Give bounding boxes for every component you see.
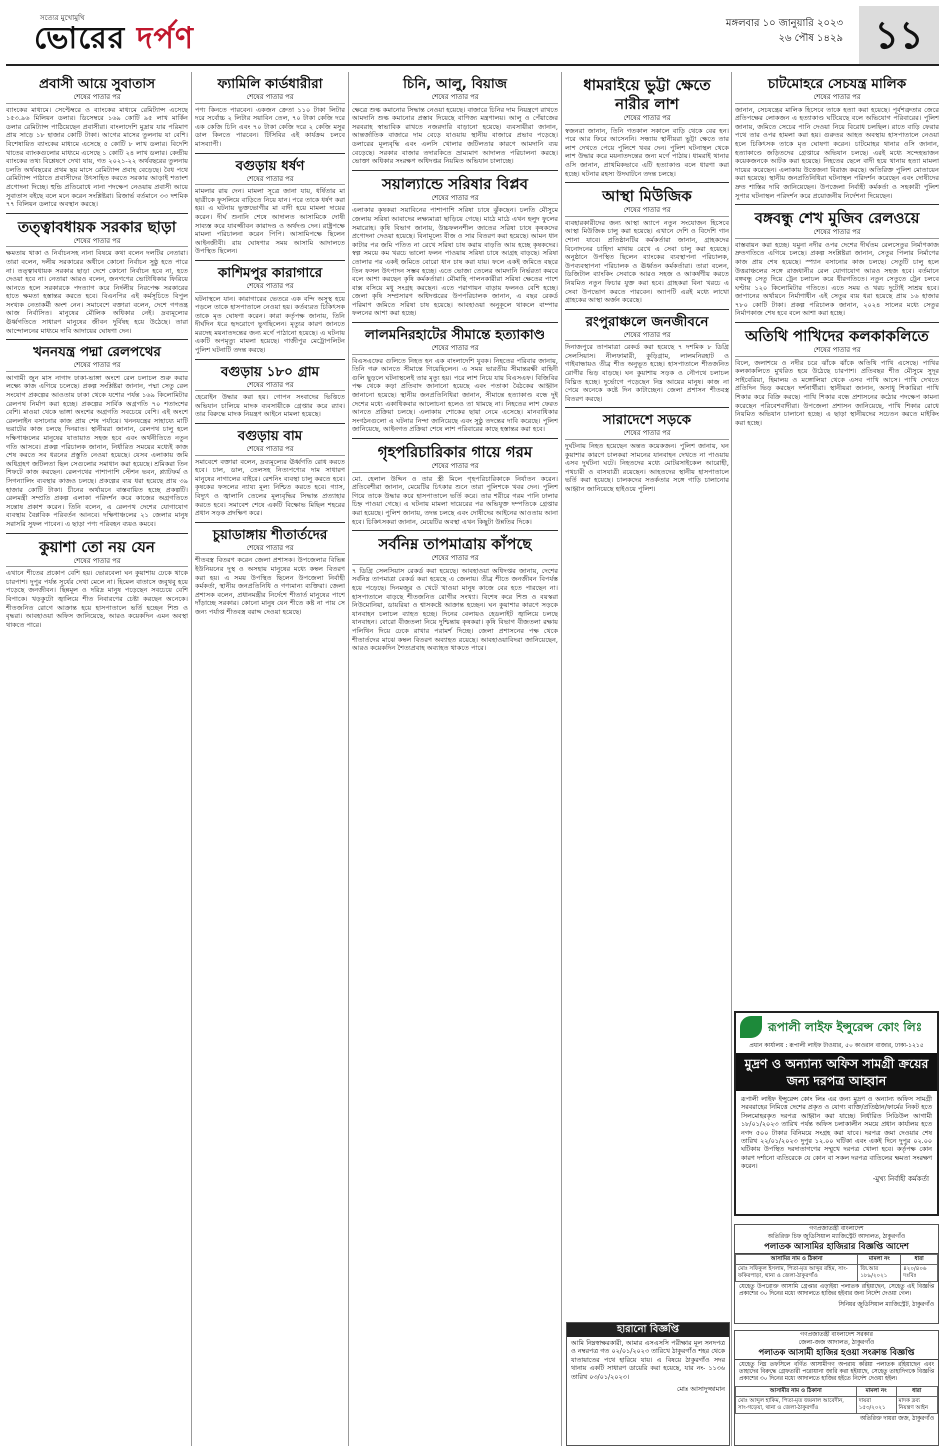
article-divider: [6, 339, 188, 340]
column-1: [6, 72, 188, 1446]
logo-part1: ভোরের: [34, 21, 126, 56]
article-divider: [565, 407, 729, 408]
continuation-note: শেষের পাতার পর: [352, 194, 558, 205]
date-bengali: ২৬ পৌষ ১৪২৯: [778, 33, 843, 44]
continuation-note: শেষের পাতার পর: [195, 445, 345, 456]
notice-table: [735, 1254, 938, 1282]
column-2: [195, 72, 345, 1446]
article-body: বিলে, জলাশয়ে ও নদীর চরে ঝাঁকে ঝাঁকে অতিথি পাখি এসেছে। পাখির কলকাকলিতে মুখরিত হয়ে উঠেছে চারপাশ। প্রতিবছর শীত মৌসুমে সুদূর সাইবেরিয়া, হিমালয় ও মঙ্গোলিয়া থেকে এসব পাখি আসে। পাখি দেখতে প্রতিদিন ভিড় করছেন দর্শনার্থীরা। স্থানীয়রা জানান, অসাধু শিকারিরা পাখি শিকার করে বিক্রি করছে। পাখি শিকার বন্ধে প্রশাসনের কঠোর পদক্ষেপ কামনা করেছেন পরিবেশবাদীরা। উপজেলা প্রশাসন জানিয়েছে, পাখি শিকার রোধে নিয়মিত অভিযান চালানো হচ্ছে। এ ছাড়া স্থানীয়দের সচেতন করতে মাইকিং করা হচ্ছে।: [735, 358, 939, 427]
continuation-note: শেষের পাতার পর: [565, 206, 729, 217]
lost-notice: [566, 1322, 730, 1446]
notice-col-header: আসামির নাম ও ঠিকানা: [736, 1255, 858, 1265]
column-divider: [561, 72, 562, 1446]
column-5: [735, 72, 939, 1004]
article-divider: [6, 213, 188, 214]
continuation-note: শেষের পাতার পর: [565, 331, 729, 342]
article-body: দিনাজপুরে তাপমাত্রা রেকর্ড করা হয়েছে ৭ দশমিক ৮ ডিগ্রি সেলসিয়াস। নীলফামারী, কুড়িগ্রাম, লালমনিরহাট ও গাইবান্ধায়ও তীব্র শীত অনুভূত হচ্ছে। হাসপাতালে শীতজনিত রোগীর ভিড় বাড়ছে। ঘন কুয়াশায় সড়ক ও নৌপথে চলাচল বিঘ্নিত হচ্ছে। দুর্ভোগে পড়েছেন নিম্ন আয়ের মানুষ। কাজ না পেয়ে অনেকে কষ্টে দিন কাটাচ্ছেন। জেলা প্রশাসন শীতবস্ত্র বিতরণ করছে।: [565, 343, 729, 403]
article-body: আগামী জুন মাস নাগাদ ঢাকা-ভাঙ্গা অংশে রেল চলাচল শুরু করার লক্ষ্যে কাজ এগিয়ে চলেছে। প্রকল্প সংশ্লিষ্টরা জানান, পদ্মা সেতু রেল সংযোগ প্রকল্পের আওতায় ঢাকা থেকে যশোর পর্যন্ত ১৬৯ কিলোমিটার রেলপথ নির্মাণ করা হচ্ছে। প্রকল্পের সার্বিক অগ্রগতি ৭০ শতাংশের বেশি। মাওয়া থেকে ভাঙ্গা অংশের অগ্রগতি সবচেয়ে বেশি। এই অংশে রেললাইন বসানোর কাজ প্রায় শেষ পর্যায়ে। খননযন্ত্রের সাহায্যে মাটি ভরাটের কাজ চলছে দিনরাত। স্থানীয়রা জানান, রেলপথ চালু হলে দক্ষিণাঞ্চলের মানুষের যাতায়াত সহজ হবে এবং অর্থনীতিতে নতুন গতি আসবে। প্রকল্প পরিচালক জানান, নির্ধারিত সময়ের মধ্যেই কাজ শেষ করতে সব ধরনের প্রস্তুতি নেওয়া হয়েছে। যেসব এলাকায় জমি অধিগ্রহণ জটিলতা ছিল সেগুলোর সমাধান করা হয়েছে। শ্রমিকরা তিন শিফটে কাজ করছেন। রেলপথের পাশাপাশি স্টেশন ভবন, প্ল্যাটফর্ম ও সিগন্যালিং ব্যবস্থার কাজও চলছে। প্রকল্পের ব্যয় ধরা হয়েছে প্রায় ৩৯ হাজার কোটি টাকা। চীনের অর্থায়নে বাস্তবায়িত হচ্ছে প্রকল্পটি। রেলমন্ত্রী সম্প্রতি প্রকল্প এলাকা পরিদর্শন করে কাজের অগ্রগতিতে সন্তোষ প্রকাশ করেন। তিনি বলেন, এ রেলপথ দেশের যোগাযোগ ব্যবস্থায় বৈপ্লবিক পরিবর্তন আনবে। দক্ষিণাঞ্চলের ২১ জেলার মানুষ সরাসরি সুফল পাবেন। এ ছাড়া পণ্য পরিবহন ব্যয়ও কমবে।: [6, 373, 188, 528]
continuation-note: শেষের পাতার পর: [6, 557, 188, 568]
notice-signature: সিনিয়র জুডিসিয়াল ম্যাজিস্ট্রেট, ঠাকুরগাঁও: [838, 1302, 934, 1309]
article-body: বিএসএফের গুলিতে নিহত হন এক বাংলাদেশি যুবক। নিহতের পরিবার জানায়, তিনি গরু আনতে সীমান্তে গিয়েছিলেন। এ সময় ভারতীয় সীমান্তরক্ষী বাহিনী গুলি ছুড়লে ঘটনাস্থলেই তার মৃত্যু হয়। পরে লাশ নিয়ে যায় বিএসএফ। বিজিবির পক্ষ থেকে কড়া প্রতিবাদ জানানো হয়েছে এবং পতাকা বৈঠকের আহ্বান জানানো হয়েছে। স্থানীয় জনপ্রতিনিধিরা জানান, সীমান্তে হত্যাকাণ্ড বন্ধে দুই দেশের মধ্যে একাধিকবার আলোচনা হলেও তা থামছে না। নিহতের লাশ ফেরত আনতে প্রক্রিয়া চলছে। এলাকায় শোকের ছায়া নেমে এসেছে। মানবাধিকার সংগঠনগুলো এ ঘটনার নিন্দা জানিয়েছে এবং সুষ্ঠু তদন্তের দাবি করেছে। পুলিশ জানিয়েছে, আইনগত প্রক্রিয়া শেষে লাশ পরিবারের কাছে হস্তান্তর করা হবে।: [352, 356, 558, 434]
notice-line1: গণপ্রজাতন্ত্রী বাংলাদেশ সরকার: [800, 1331, 873, 1338]
article-title: অতিথি পাখিদের কলকাকলিতে: [745, 327, 929, 346]
notice-cell: মোঃ সফিকুল ইসলাম, পিতা-মৃত আব্দুর রহিম, সাং-ফকিরপাড়া, থানা ও জেলা-ঠাকুরগাঁও: [736, 1265, 858, 1282]
article-title: বগুড়ায় ধর্ষণ: [235, 157, 305, 174]
article-title: খননযন্ত্র পদ্মা রেলপথের: [33, 344, 161, 361]
notice-col-header: মামলা নং: [856, 1386, 896, 1396]
article-body: ৭ ডিগ্রি সেলসিয়াস রেকর্ড করা হয়েছে। আবহাওয়া অধিদপ্তর জানায়, দেশের সর্বনিম্ন তাপমাত্রা রেকর্ড করা হয়েছে এ জেলায়। তীব্র শীতে জনজীবন বিপর্যস্ত হয়ে পড়েছে। দিনমজুর ও খেটে খাওয়া মানুষ কাজে বের হতে পারছেন না। হাসপাতালে বাড়ছে শীতজনিত রোগীর সংখ্যা। বিশেষ করে শিশু ও বয়স্করা নিউমোনিয়া, ডায়রিয়া ও শ্বাসকষ্টে আক্রান্ত হচ্ছেন। ঘন কুয়াশার কারণে সড়কে যানবাহন চলাচল ব্যাহত হচ্ছে। দিনের বেলায়ও হেডলাইট জ্বালিয়ে চলছে যানবাহন। বোরো বীজতলা নিয়ে দুশ্চিন্তায় কৃষকরা। কৃষি বিভাগ বীজতলা রক্ষায় পলিথিন দিয়ে ঢেকে রাখার পরামর্শ দিচ্ছে। জেলা প্রশাসনের পক্ষ থেকে শীতার্তদের মাঝে কম্বল বিতরণ অব্যাহত রয়েছে। আবহাওয়াবিদরা জানিয়েছেন, আরও কয়েকদিন শৈত্যপ্রবাহ অব্যাহত থাকতে পারে।: [352, 566, 558, 653]
article-body: বাস্তবায়ন করা হচ্ছে। যমুনা নদীর ওপর দেশের দীর্ঘতম রেলসেতুর নির্মাণকাজ দ্রুতগতিতে এগিয়ে চলছে। প্রকল্প সংশ্লিষ্টরা জানান, সেতুর পিলার নির্মাণের কাজ প্রায় শেষ হয়েছে। স্প্যান বসানোর কাজ চলছে। সেতুটি চালু হলে উত্তরাঞ্চলের সঙ্গে রাজধানীর রেল যোগাযোগ আরও সহজ হবে। বর্তমানে বঙ্গবন্ধু সেতু দিয়ে ট্রেন চলাচল করে ধীরগতিতে। নতুন সেতুতে ট্রেন চলবে ঘণ্টায় ১২০ কিলোমিটার গতিতে। এতে সময় ও খরচ দুটোই সাশ্রয় হবে। জাপানের অর্থায়নে নির্মাণাধীন এই সেতুর ব্যয় ধরা হয়েছে প্রায় ১৬ হাজার ৭৮০ কোটি টাকা। প্রকল্প পরিচালক জানান, ২০২৪ সালের মধ্যে সেতুর নির্মাণকাজ শেষ হবে বলে আশা করা হচ্ছে।: [735, 240, 939, 318]
article-body: স্বজনরা জানান, তিনি গতকাল সকালে বাড়ি থেকে বের হন। পরে আর ফিরে আসেননি। সন্ধ্যায় স্থানীয়রা ভুট্টা ক্ষেতে তার লাশ দেখতে পেয়ে পুলিশে খবর দেন। পুলিশ ঘটনাস্থল থেকে লাশ উদ্ধার করে ময়নাতদন্তের জন্য মর্গে পাঠায়। ধামরাই থানার ওসি জানান, প্রাথমিকভাবে এটি হত্যাকাণ্ড বলে ধারণা করা হচ্ছে। ঘটনার রহস্য উদঘাটনে তদন্ত চলছে।: [565, 126, 729, 178]
continuation-note: শেষের পাতার পর: [565, 429, 729, 440]
continuation-note: শেষের পাতার পর: [6, 361, 188, 372]
article-body: ব্যবহারকারীদের জন্য আস্থা অ্যাপে নতুন সংযোজন হিসেবে আস্থা মিউজিক চালু করা হয়েছে। এখানে দেশি ও বিদেশি গান শোনা যাবে। প্রতিষ্ঠানটির কর্মকর্তারা জানান, গ্রাহকদের বিনোদনের চাহিদা মাথায় রেখে এ সেবা চালু করা হয়েছে। অনুষ্ঠানে উপস্থিত ছিলেন ব্যাংকের ব্যবস্থাপনা পরিচালক, উপব্যবস্থাপনা পরিচালক ও ঊর্ধ্বতন কর্মকর্তারা। তারা বলেন, ডিজিটাল ব্যাংকিং সেবাকে আরও সহজ ও আকর্ষণীয় করতে নিয়মিত নতুন ফিচার যুক্ত করা হবে। গ্রাহকরা বিনা খরচে এ সেবা উপভোগ করতে পারবেন। অ্যাপটি এরই মধ্যে লাখো গ্রাহকের আস্থা অর্জন করেছে।: [565, 218, 729, 305]
article-title: বগুড়ায় বাম: [237, 428, 303, 445]
newspaper-logo: [34, 12, 224, 58]
notice-cell: মাদক দ্রব্য নিয়ন্ত্রণ আইন: [896, 1396, 937, 1413]
logo-tagline: সত্যের মুখোমুখি: [40, 14, 85, 22]
notice-title: পলাতক আসামির হাজিরার বিজ্ঞপ্তি আদেশ: [735, 1241, 938, 1254]
article-divider: [735, 204, 939, 205]
article-title: চুয়াডাঙ্গায় শীতার্তদের: [212, 526, 328, 543]
article-divider: [195, 153, 345, 154]
article-title: তত্ত্বাবধায়ক সরকার ছাড়া: [17, 217, 177, 236]
continuation-note: শেষের পাতার পর: [735, 228, 939, 239]
continuation-note: শেষের পাতার পর: [195, 282, 345, 293]
notice-cell: ৪২০/৪০৬ দঃবিঃ: [901, 1265, 938, 1282]
lost-notice-text: আমি নিম্নস্বাক্ষরকারী, আমার এসএসসি পরীক্ষার মূল সনদপত্র ও নম্বরপত্র গত ০২/০১/২০২৩ তারিখে ঠাকুরগাঁও শহর থেকে যাতায়াতের পথে হারিয়ে যায়। এ বিষয়ে ঠাকুরগাঁও সদর থানায় একটি সাধারণ ডায়েরি করা হয়েছে, যার নং- ১১৩৬ তারিখ ০৩/০১/২০২৩।: [571, 1339, 725, 1381]
date-gregorian: মঙ্গলবার ১০ জানুয়ারি ২০২৩: [725, 18, 843, 29]
article-body: ঘটনাস্থলে যান। কারাগারের ভেতরে এক বন্দি অসুস্থ হয়ে পড়লে তাকে হাসপাতালে নেওয়া হয়। কর্তব্যরত চিকিৎসক তাকে মৃত ঘোষণা করেন। কারা কর্তৃপক্ষ জানায়, তিনি দীর্ঘদিন ধরে হৃদরোগে ভুগছিলেন। মৃত্যুর কারণ জানতে মরদেহ ময়নাতদন্তের জন্য মর্গে পাঠানো হয়েছে। এ ঘটনায় একটি অপমৃত্যু মামলা হয়েছে। গাজীপুর মেট্রোপলিটন পুলিশ ঘটনাটি তদন্ত করছে।: [195, 294, 345, 355]
notice-line1: গণপ্রজাতন্ত্রী বাংলাদেশ: [809, 1225, 864, 1232]
article-title: কুয়াশা তো নয় যেন: [39, 537, 155, 556]
continuation-note: শেষের পাতার পর: [6, 93, 188, 104]
article-divider: [352, 322, 558, 323]
article-divider: [195, 423, 345, 424]
article-divider: [6, 533, 188, 534]
article-title: রংপুরাঞ্চলে জনজীবনে: [585, 313, 709, 330]
article-title: সারাদেশে সড়কে: [602, 412, 692, 429]
article-body: সমাবেশে বক্তারা বলেন, দ্রব্যমূল্যের ঊর্ধ্বগতি রোধ করতে হবে। চাল, ডাল, তেলসহ নিত্যপণ্যের দাম সাধারণ মানুষের নাগালের বাইরে। রেশনিং ব্যবস্থা চালু করতে হবে। কৃষকের ফসলের ন্যায্য মূল্য নিশ্চিত করতে হবে। গ্যাস, বিদ্যুৎ ও জ্বালানি তেলের মূল্যবৃদ্ধির সিদ্ধান্ত প্রত্যাহার করতে হবে। সমাবেশ শেষে একটি বিক্ষোভ মিছিল শহরের প্রধান সড়ক প্রদক্ষিণ করে।: [195, 457, 345, 518]
notice-table: [735, 1386, 938, 1414]
court-notice-1: [734, 1224, 939, 1324]
article-divider: [352, 530, 558, 531]
column-divider: [191, 72, 192, 1446]
lost-notice-title: হারানো বিজ্ঞপ্তি: [567, 1323, 729, 1337]
continuation-note: শেষের পাতার পর: [735, 346, 939, 357]
article-title: আস্থা মিউজিক: [602, 187, 692, 206]
notice-col-header: আসামীর নাম ও ঠিকানা: [736, 1386, 857, 1396]
tender-advertisement: [734, 1011, 939, 1216]
notice-col-header: মামলা নং: [858, 1255, 901, 1265]
logo-text: [34, 22, 194, 56]
article-body: এলাকার কৃষকরা সয়াবিনের পাশাপাশি সরিষা চাষে ঝুঁকছেন। চলতি মৌসুমে জেলায় সরিষা আবাদের লক্ষ্যমাত্রা ছাড়িয়ে গেছে। মাঠে মাঠে এখন হলুদ ফুলের সমারোহ। কৃষি বিভাগ জানায়, উচ্চফলনশীল জাতের সরিষা চাষে কৃষকদের প্রণোদনা দেওয়া হয়েছে। বিনামূল্যে বীজ ও সার বিতরণ করা হয়েছে। আমন ধান কাটার পর জমি পতিত না রেখে সরিষা চাষ করায় বাড়তি আয় হচ্ছে কৃষকদের। স্বল্প সময়ে কম খরচে ভালো ফলন পাওয়ায় সরিষা চাষে আগ্রহ বাড়ছে। সরিষা তোলার পর একই জমিতে বোরো ধান চাষ করা যায়। ফলে একই জমিতে বছরে তিন ফসল উৎপাদন সম্ভব হচ্ছে। এতে ভোজ্য তেলের আমদানি নির্ভরতা কমবে বলে আশা করছেন কৃষি কর্মকর্তারা। মৌমাছি পালনকারীরা সরিষা ক্ষেতের পাশে বাক্স বসিয়ে মধু সংগ্রহ করছেন। এতে পরাগায়ন বাড়ায় ফলনও বেশি হচ্ছে। জেলা কৃষি সম্প্রসারণ অধিদপ্তরের উপপরিচালক জানান, এ বছর রেকর্ড পরিমাণ জমিতে সরিষা চাষ হয়েছে। আবহাওয়া অনুকূলে থাকলে বাম্পার ফলনের আশা করা হচ্ছে।: [352, 206, 558, 318]
notice-cell: জি.আর ১৮৯/২০২১: [858, 1265, 901, 1282]
company-leaf-logo-icon: [740, 1016, 762, 1038]
article-title: ফ্যামিলি কার্ডধারীরা: [217, 76, 323, 92]
logo-part2: দর্পণ: [136, 21, 195, 56]
continuation-note: শেষের পাতার পর: [352, 554, 558, 565]
notice-col-header: ধারা: [896, 1386, 937, 1396]
article-title: চাটমোহরে সেচযন্ত্র মালিক: [767, 76, 907, 92]
continuation-note: শেষের পাতার পর: [195, 175, 345, 186]
article-divider: [195, 359, 345, 360]
article-title: বঙ্গবন্ধু শেখ মুজিব রেলওয়ে: [754, 209, 920, 228]
article-divider: [195, 522, 345, 523]
continuation-note: শেষের পাতার পর: [195, 381, 345, 392]
court-notice-2: [734, 1330, 939, 1446]
article-title: সয়াল্যান্ডে সরিষার বিপ্লব: [382, 174, 528, 193]
ad-banner: মুদ্রণ ও অন্যান্য অফিস সামগ্রী ক্রয়ের জন্য দরপত্র আহ্বান: [736, 1053, 937, 1091]
article-body: দুর্ঘটনায় নিহত হয়েছেন অন্তত কয়েকজন। পুলিশ জানায়, ঘন কুয়াশার কারণে চালকরা সামনের যানবাহন দেখতে না পাওয়ায় এসব দুর্ঘটনা ঘটে। নিহতদের মধ্যে মোটরসাইকেল আরোহী, পথচারী ও বাসযাত্রী রয়েছেন। আহতদের স্থানীয় হাসপাতালে ভর্তি করা হয়েছে। চালকদের সতর্কতার সঙ্গে গাড়ি চালানোর আহ্বান জানিয়েছে হাইওয়ে পুলিশ।: [565, 442, 729, 493]
notice-signature: অতিরিক্ত দায়রা জজ, ঠাকুরগাঁও: [859, 1415, 934, 1422]
ad-address: প্রধান কার্যালয় : রূপালী লাইফ টাওয়ার, ৫০ কাওরান বাজার, ঢাকা-১২১৫: [749, 1042, 924, 1049]
article-divider: [565, 182, 729, 183]
notice-cell: দায়রা ১৫৩/২০২১: [856, 1396, 896, 1413]
notice-cell: মোঃ আব্দুল হাকিম, পিতা-মৃত জয়নাল আবেদীন, সাং-গড়েয়া, থানা ও জেলা-ঠাকুরগাঁও: [736, 1396, 857, 1413]
article-body: মো. হেলাল উদ্দিন ও তার স্ত্রী মিলে গৃহপরিচারিকাকে নির্যাতন করেন। প্রতিবেশীরা জানান, মেয়েটির চিৎকার শুনে তারা পুলিশকে খবর দেন। পুলিশ গিয়ে তাকে উদ্ধার করে হাসপাতালে ভর্তি করে। তার শরীরে গরম পানি ঢালার চিহ্ন পাওয়া গেছে। এ ঘটনায় মামলা দায়েরের পর অভিযুক্ত দম্পতিকে গ্রেপ্তার করা হয়েছে। পুলিশ জানায়, তদন্ত চলছে এবং দোষীদের আইনের আওতায় আনা হবে। চিকিৎসকরা জানান, মেয়েটির অবস্থা এখন কিছুটা উন্নতির দিকে।: [352, 474, 558, 526]
article-title: ধামরাইয়ে ভুট্টা ক্ষেতে নারীর লাশ: [583, 76, 711, 113]
column-3: [352, 72, 558, 1446]
continuation-note: শেষের পাতার পর: [352, 344, 558, 355]
article-title: কাশিমপুর কারাগারে: [217, 264, 323, 281]
ad-company-name: রূপালী লাইফ ইন্সুরেন্স কোং লিঃ: [768, 1020, 923, 1034]
article-body: হেরোইন উদ্ধার করা হয়। গোপন সংবাদের ভিত্তিতে অভিযান চালিয়ে মাদক ব্যবসায়ীকে গ্রেপ্তার করে র‍্যাব। তার বিরুদ্ধে মাদক নিয়ন্ত্রণ আইনে মামলা হয়েছে।: [195, 393, 345, 419]
article-body: মামলার রায় দেন। মামলা সূত্রে জানা যায়, ধর্ষিতার মা ছাত্রীকে ফুসলিয়ে বাড়িতে নিয়ে যান। পরে তাকে ধর্ষণ করা হয়। এ ঘটনায় ভুক্তভোগীর মা বাদী হয়ে মামলা দায়ের করেন। দীর্ঘ শুনানি শেষে আদালত আসামিকে দোষী সাব্যস্ত করে যাবজ্জীবন কারাদণ্ড ও অর্থদণ্ড দেন। রাষ্ট্রপক্ষে মামলা পরিচালনা করেন পিপি। আসামিপক্ষে ছিলেন আইনজীবী। রায় ঘোষণার সময় আসামি আদালতে উপস্থিত ছিলেন।: [195, 187, 345, 256]
notice-line2: জেলা-জজ আদালত, ঠাকুরগাঁও: [798, 1339, 875, 1346]
article-divider: [352, 170, 558, 171]
newspaper-page: [6, 6, 939, 1446]
article-title: প্রবাসী আয়ে সুবাতাস: [38, 76, 156, 92]
notice-paragraph: যেহেতু নিম্ন তফসিলে বর্ণিত আসামীগণ অপরাধ করিয়া পলাতক রহিয়াছেন এবং তাহাদের বিরুদ্ধে গ্রেফতারী পরোয়ানা জারি করা হইয়াছে, সেহেতু তাহাদিগকে বিজ্ঞপ্তি প্রকাশের ৩০ দিনের মধ্যে আদালতে হাজির হইতে নির্দেশ দেওয়া হইল।: [739, 1362, 934, 1383]
column-4: [565, 72, 729, 1318]
article-divider: [352, 438, 558, 439]
article-body: ক্ষমতায় থাকা ও নির্বাচনসহ নানা বিষয়ে কথা বলেন দলটির নেতারা। তারা বলেন, দলীয় সরকারের অধীনে কোনো নির্বাচন সুষ্ঠু হতে পারে না। তত্ত্বাবধায়ক সরকার ছাড়া দেশে কোনো নির্বাচন হবে না, হতে দেওয়া হবে না। নেতারা আরও বলেন, জনগণের ভোটাধিকার ফিরিয়ে আনতে হলে সরকারকে পদত্যাগ করে নির্দলীয় নিরপেক্ষ সরকারের হাতে ক্ষমতা হস্তান্তর করতে হবে। বিএনপির এই কর্মসূচিতে বিপুল সংখ্যক নেতাকর্মী অংশ নেন। সমাবেশে বক্তারা বলেন, দেশে গণতন্ত্র আজ নির্বাসিত। মানুষের মৌলিক অধিকার নেই। দ্রব্যমূল্যের ঊর্ধ্বগতিতে সাধারণ মানুষের জীবন দুর্বিষহ হয়ে উঠেছে। তারা আন্দোলনের মাধ্যমে দাবি আদায়ের ঘোষণা দেন।: [6, 249, 188, 335]
continuation-note: শেষের পাতার পর: [352, 462, 558, 473]
article-divider: [565, 309, 729, 310]
article-body: পণ্য কিনতে পারবেন। একজন ক্রেতা ১১০ টাকা লিটার দরে সর্বোচ্চ ২ লিটার সয়াবিন তেল, ৭০ টাকা কেজি দরে এক কেজি চিনি এবং ৭০ টাকা কেজি দরে ২ কেজি মসুর ডাল কিনতে পারবেন। টিসিবির এই কার্যক্রম চলবে মাসব্যাপী।: [195, 105, 345, 148]
continuation-note: শেষের পাতার পর: [6, 237, 188, 248]
page-number: ১১: [853, 6, 939, 64]
notice-title: পলাতক আসামী হাজির হওয়া সংক্রান্ত বিজ্ঞপ্তি: [735, 1347, 938, 1360]
article-title: লালমনিরহাটের সীমান্তে হত্যাকাণ্ড: [364, 327, 546, 344]
continuation-note: শেষের পাতার পর: [735, 93, 939, 104]
article-divider: [735, 322, 939, 323]
column-divider: [731, 72, 732, 1446]
article-title: সর্বনিম্ন তাপমাত্রায় কাঁপছে: [378, 535, 532, 554]
notice-col-header: ধারা: [901, 1255, 938, 1265]
article-divider: [195, 260, 345, 261]
continuation-note: শেষের পাতার পর: [352, 93, 558, 104]
article-title: বগুড়ায় ১৮০ গ্রাম: [220, 363, 320, 380]
ad-signature: -মুখ্য নির্বাহী কর্মকর্তা: [872, 1174, 929, 1183]
article-body: ক্ষেত্রে শুল্ক কমানোর সিদ্ধান্ত নেওয়া হয়েছে। বাজারে চিনির দাম নিয়ন্ত্রণে রাখতে আমদানি শুল্ক কমানোর প্রস্তাব দিয়েছে বাণিজ্য মন্ত্রণালয়। আলু ও পেঁয়াজের সরবরাহ স্বাভাবিক রাখতে নজরদারি বাড়ানো হয়েছে। ব্যবসায়ীরা জানান, আন্তর্জাতিক বাজারে দাম বেড়ে যাওয়ায় স্থানীয় বাজারে প্রভাব পড়েছে। ডলারের মূল্যবৃদ্ধি এবং এলসি খোলার জটিলতার কারণে আমদানি ব্যয় বেড়েছে। সরকার বাজার তদারকিতে ভ্রাম্যমাণ আদালত পরিচালনা করছে। ভোক্তা অধিকার সংরক্ষণ অধিদপ্তর নিয়মিত অভিযান চালাচ্ছে।: [352, 105, 558, 166]
lost-notice-signature: মোঃ আসাদুজ্জামান: [676, 1385, 725, 1394]
notice-line2: অতিরিক্ত চিফ জুডিসিয়াল ম্যাজিস্ট্রেট আদালত, ঠাকুরগাঁও: [767, 1233, 906, 1240]
ad-header: [736, 1013, 937, 1040]
masthead: [6, 6, 939, 66]
continuation-note: শেষের পাতার পর: [565, 114, 729, 125]
continuation-note: শেষের পাতার পর: [195, 544, 345, 555]
article-body: শীতবস্ত্র বিতরণ করেন জেলা প্রশাসক। উপজেলার বিভিন্ন ইউনিয়নের দুস্থ ও অসহায় মানুষের মধ্যে কম্বল বিতরণ করা হয়। এ সময় উপস্থিত ছিলেন উপজেলা নির্বাহী কর্মকর্তা, স্থানীয় জনপ্রতিনিধি ও গণ্যমান্য ব্যক্তিরা। জেলা প্রশাসক বলেন, প্রধানমন্ত্রীর নির্দেশে শীতার্ত মানুষের পাশে দাঁড়াচ্ছে সরকার। কোনো মানুষ যেন শীতে কষ্ট না পায় সে জন্য পর্যাপ্ত শীতবস্ত্র বরাদ্দ দেওয়া হয়েছে।: [195, 556, 345, 616]
article-body: এখানে শীতের প্রকোপ বেশি হয়। ভোরবেলা ঘন কুয়াশায় ঢেকে থাকে চারপাশ। দুপুর পর্যন্ত সূর্যের দেখা মেলে না। হিমেল বাতাসে জবুথবু হয়ে পড়েছে জনজীবন। ছিন্নমূল ও দরিদ্র মানুষ পড়েছেন সবচেয়ে বেশি বিপাকে। খড়কুটো জ্বালিয়ে শীত নিবারণের চেষ্টা করছেন অনেকে। শীতজনিত রোগে আক্রান্ত হয়ে হাসপাতালে ভর্তি হচ্ছেন শিশু ও বৃদ্ধরা। আবহাওয়া অফিস জানিয়েছে, আরও কয়েকদিন এমন অবস্থা থাকতে পারে।: [6, 569, 188, 629]
continuation-note: শেষের পাতার পর: [195, 93, 345, 104]
ad-text: রূপালী লাইফ ইন্সুরেন্স কোং লিঃ এর জন্য মুদ্রণ ও অন্যান্য অফিস সামগ্রী সরবরাহের নিমিত্তে দেশের প্রকৃত ও যোগ্য ব্যক্তি/প্রতিষ্ঠান/ফার্মের নিকট হতে সিলমোহরকৃত দরপত্র আহ্বান করা যাচ্ছে। নির্ধারিত সিডিউল আগামী ১৮/০১/২০২৩ তারিখ পর্যন্ত অফিস চলাকালীন সময়ে প্রধান কার্যালয় হতে নগদ ৫০০ টাকার বিনিময়ে সংগ্রহ করা যাবে। দরপত্র জমা দেওয়ার শেষ তারিখ ২২/০১/২০২৩ দুপুর ১২.০০ ঘটিকা এবং একই দিনে দুপুর ০২.০০ ঘটিকায় উপস্থিত দরদাতাগণের সম্মুখে দরপত্র খোলা হবে। কর্তৃপক্ষ কোন কারণ দর্শানো ব্যতিরেকে যে কোন বা সকল দরপত্র বাতিলের ক্ষমতা সংরক্ষণ করেন।: [741, 1095, 932, 1171]
article-body: ব্যাংকের মাধ্যমে। সেপ্টেম্বরে ও ব্যাংকের মাধ্যমে রেমিট্যান্স এসেছে ১৫৩.৯৬ মিলিয়ন ডলার। ডিসেম্বরে ১৬৯ কোটি ৯৫ লাখ মার্কিন ডলার রেমিট্যান্স পাঠিয়েছেন প্রবাসীরা। বাংলাদেশি মুদ্রায় যার পরিমাণ প্রায় সাড়ে ১৮ হাজার কোটি টাকা। আগের মাসের তুলনায় যা বেশি। বিশেষায়িত ব্যাংকের মাধ্যমে এসেছে ৫ কোটি ৮ লাখ ডলার। বিদেশি খাতের ব্যাংকগুলোর মাধ্যমে এসেছে ১ কোটি ২৪ লাখ ডলার। কেন্দ্রীয় ব্যাংকের তথ্য বিশ্লেষণে দেখা যায়, গত ২০২১-২২ অর্থবছরের তুলনায় চলতি অর্থবছরের প্রথম ছয় মাসে রেমিট্যান্স প্রবাহ বেড়েছে। বৈধ পথে রেমিট্যান্স পাঠাতে প্রবাসীদের উৎসাহিত করতে সরকার আড়াই শতাংশ প্রণোদনা দিচ্ছে। হুন্ডি প্রতিরোধে নানা পদক্ষেপ নেওয়ায় প্রবাসী আয়ে সুবাতাস বইছে বলে মনে করেন সংশ্লিষ্টরা। রিজার্ভ বর্তমানে ৩৩ দশমিক ৭৭ বিলিয়ন ডলারে অবস্থান করছে।: [6, 105, 188, 209]
article-body: জানান, সেচযন্ত্রের মালিক হিসেবে তাকে হত্যা করা হয়েছে। পূর্বশত্রুতার জেরে প্রতিপক্ষের লোকজন এ হত্যাকাণ্ড ঘটিয়েছে বলে অভিযোগ পরিবারের। পুলিশ জানায়, জমিতে সেচের পানি দেওয়া নিয়ে বিরোধ চলছিল। রাতে বাড়ি ফেরার পথে তার ওপর হামলা করা হয়। গুরুতর আহত অবস্থায় হাসপাতালে নেওয়া হলে চিকিৎসক তাকে মৃত ঘোষণা করেন। চাটমোহর থানার ওসি জানান, হত্যাকাণ্ডে জড়িতদের গ্রেপ্তারে অভিযান চলছে। এরই মধ্যে সন্দেহভাজন কয়েকজনকে আটক করা হয়েছে। নিহতের ছেলে বাদী হয়ে থানায় হত্যা মামলা দায়ের করেছেন। এলাকায় উত্তেজনা বিরাজ করছে। অতিরিক্ত পুলিশ মোতায়েন করা হয়েছে। স্থানীয় জনপ্রতিনিধিরা ঘটনাস্থল পরিদর্শন করেছেন এবং দোষীদের দ্রুত শাস্তির দাবি জানিয়েছেন। উপজেলা নির্বাহী কর্মকর্তা ও সহকারী পুলিশ সুপার ঘটনাস্থল পরিদর্শন করে প্রয়োজনীয় নির্দেশনা দিয়েছেন।: [735, 105, 939, 200]
column-divider: [348, 72, 349, 1446]
date-box: [726, 16, 843, 46]
article-title: গৃহপরিচারিকার গায়ে গরম: [377, 443, 533, 461]
notice-paragraph: যেহেতু উপরোক্ত আসামি গ্রেপ্তার এড়াইয়া পলাতক রহিয়াছেন, সেহেতু এই বিজ্ঞপ্তি প্রকাশের ৩০ দিনের মধ্যে আদালতে হাজির হইবার জন্য নির্দেশ দেওয়া গেল।: [739, 1284, 934, 1298]
article-title: চিনি, আলু, বিয়াজ: [403, 76, 507, 92]
